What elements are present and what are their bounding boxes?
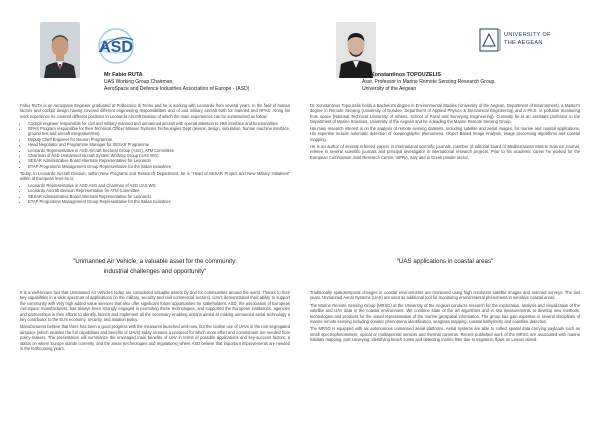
bio-paragraph: He is an author of several refereed papers in international scientific journals, member of editorial board of Mediterranean Marine Science Journal, referee in several scientific journals and principal investigator in international research projects. Prior to his academic career he worked for the European Commission Joint Research Centre, ISPRA, Italy and in Greek private sector. bbox=[310, 143, 580, 160]
speaker-name: Mr Fabio RUTA bbox=[104, 72, 143, 78]
speaker-photo bbox=[40, 22, 80, 78]
list-item: • ETAP Programme Management Group Representative for the Italian Industries bbox=[28, 199, 290, 204]
talk-abstract bbox=[20, 290, 290, 353]
list-item: • SESAR Administrative Board Alternate Representative for Leonardo bbox=[28, 194, 290, 199]
speaker-header bbox=[20, 0, 290, 100]
bio-paragraph: Dr. Konstantinos Topouzelis holds a Bachelor's degree in Environmental Studies (University of the Aegean, Department of Environment), a Master's degree in Remote Sensing (University of Dundee, Department of Applied Physics & Electronical Engineering) and a Ph.D. in pollution monitoring from space (National Technical University of Athens, School of Rural and Surveying Engineering). Currently he is an assistant professor in the Department of Marine Sciences, University of the Aegean and he is leading the Marine Remote Sensing Group. bbox=[310, 103, 580, 125]
speaker-column-right bbox=[310, 0, 580, 343]
svg-text:ASD: ASD bbox=[99, 39, 133, 56]
abstract-paragraph: The MRSG is equipped with six autonomous unmanned aerial platforms. Aerial systems are able to collect spatial data carrying payloads such as small spectrophotometers, optical or multispectral sensors and thermal cameras. Recent published work of the MRSG are associated with marine habitats mapping, port surveying, identifying beach zones and detecting marine litter due to migration, flows on Lesvos island. bbox=[310, 326, 580, 343]
logo-line-2: THE AEGEAN bbox=[504, 40, 543, 46]
talk-abstract bbox=[310, 290, 580, 345]
speaker-photo bbox=[336, 22, 376, 78]
speaker-org: University of the Aegean bbox=[362, 86, 417, 93]
list-item: • Cockpit engineer responsible for civil and military manned and unmanned aircraft with special attention to HMI interface and functionalities bbox=[28, 121, 290, 126]
list-item: • Head Negotiator and Programme Manager for SESAR Programme bbox=[28, 142, 290, 147]
university-aegean-logo bbox=[478, 26, 568, 54]
list-item: • Chairman of ASD Unmanned Aircraft System Working Group (UAS WG) bbox=[28, 153, 290, 158]
talk-title bbox=[20, 257, 290, 276]
talk-title bbox=[310, 257, 580, 267]
speaker-bio bbox=[20, 103, 290, 206]
list-item: • RPAS Program responsible for then Technical Officer Mission Systems Technologies Dept (avionic design, simulation, human machine interface, ground test and aircraft integration/test) bbox=[28, 126, 290, 137]
speaker-role: UAS Working Group Chairman, bbox=[104, 79, 174, 86]
talk-title-line-1: "UAS applications in coastal areas" bbox=[396, 258, 494, 265]
speaker-name: Dr. Konstantinos TOPOUZELIS bbox=[362, 72, 441, 78]
list-item: • Leonardo Representative in ASD Aircraft Sectoral Group (ASG), ATM Committee bbox=[28, 148, 290, 153]
asd-logo bbox=[84, 26, 148, 66]
abstract-paragraph: Manufacturers believe that there has been a good progress with the measures launched until now, but the routine use of UAVs in the non-segregated airspace (which enables the full capabilities and benefits of UAVs) today remains a prospect for which more effort and commitment are needed from policy-makers. The presentation will summarize the envisaged main benefits of UAV in terms of possible applications and key-success factors, a status on where Europe stands currently, and the areas (technologies and regulations) where ASD believe that important improvements are needed in the forthcoming years. bbox=[20, 324, 290, 351]
speaker-name-block bbox=[104, 72, 249, 93]
list-item: • ETAP Programme Management Group Representative for the Italian Industries bbox=[28, 164, 290, 169]
list-item: • Deputy Chief Engineer for Neuron Programme bbox=[28, 137, 290, 142]
bio-list-experience bbox=[20, 121, 290, 170]
bio-mid: Today, in Leonardo Aircraft Division, within New Programs and Research Department, he is "Head of SESAR Project and New Military Initiatives" within at European level he is: bbox=[20, 170, 290, 182]
bio-paragraph: His main research interest is on the analysis of remote sensing datasets, including satellite and aerial images, for marine and coastal applications. His expertise include automatic detection of oceanographic phenomena, Object Based Image Analysis, image processing algorithms and coastal mapping. bbox=[310, 126, 580, 142]
speaker-role: Asst. Professor in Marine Remote Sensing Research Group, bbox=[362, 79, 496, 86]
speaker-header bbox=[310, 0, 580, 100]
talk-title-line-1: "Unmanned Air Vehicle, a valuable asset for the community: bbox=[73, 258, 237, 265]
speaker-org: AeroSpace and Defence Industries Association of Europe - (ASD) bbox=[104, 86, 250, 93]
list-item: • Leonardo Representative in ASD ASG and Chairman of ASD UAS WG bbox=[28, 183, 290, 188]
speaker-bio bbox=[310, 103, 580, 161]
speaker-column-left bbox=[20, 0, 290, 351]
bio-intro: Fabio RUTA is an Aerospace Engineer graduated at Politecnico di Torino and he is working with Leonardo from several years. In the field of human factors and cockpit design having covered different engineering responsibilities and of and military aircraft both for manned and RPAS. Along his work experience he covered different positions in Leonardo Aircraft Division of which the main experiences can be summarized as follow: bbox=[20, 103, 290, 119]
logo-line-1: UNIVERSITY OF bbox=[504, 32, 551, 38]
speaker-name-block bbox=[362, 72, 496, 93]
list-item: • Leonardo Aircraft Division Representative for ATM Committee bbox=[28, 188, 290, 193]
abstract-paragraph: Traditionally spatiotemporal changes in coastal environments are monitored using high resolution satellite images and manned surveys. The last years, Unmanned Aerial Systems (UAS) are used as additional tool for monitoring environmental phenomena in sensitive coastal areas. bbox=[310, 290, 580, 301]
talk-title-line-2: industrial challenges and opportunity" bbox=[103, 267, 207, 275]
list-item: • SESAR Administrative Board Alternate Representative for Leonardo bbox=[28, 158, 290, 163]
abstract-paragraph: The Marine Remote Sensing Group (MRSG) at the University of the Aegean conducts research for the exploration, analysis and visualization of the satellite and UAV data in the coastal environment. We combine state of the art algorithms and in situ measurements to develop new methods, technologies and products for the visual representation of the marine geospatial information. The group has gain expertise in several disciplines of marine remote sensing including oceanic phenomena identification, seagrass mapping, coastal bathymetry and coastline detection. bbox=[310, 302, 580, 324]
bio-list-current bbox=[20, 183, 290, 205]
abstract-paragraph: It is a well-known fact that Unmanned Air Vehicles today are considered valuable assets by and for communities around the world. Thanks to their key capabilities in a wide spectrum of applications (in the military, security and civil commercial sectors). UAVs demonstrated their ability to support the community with very high added value services that also offer significant future opportunities for stakeholders. ASD, the association of European Aerospace manufacturers, has always been strongly engaged in promoting these technologies, and supported the European institutions, agencies and partnerships in their efforts to identify, launch and implement all the necessary enabling actions aimed at making unmanned aerial technology a key contributor to the EU's economy, security, and aviation policy. bbox=[20, 290, 290, 322]
